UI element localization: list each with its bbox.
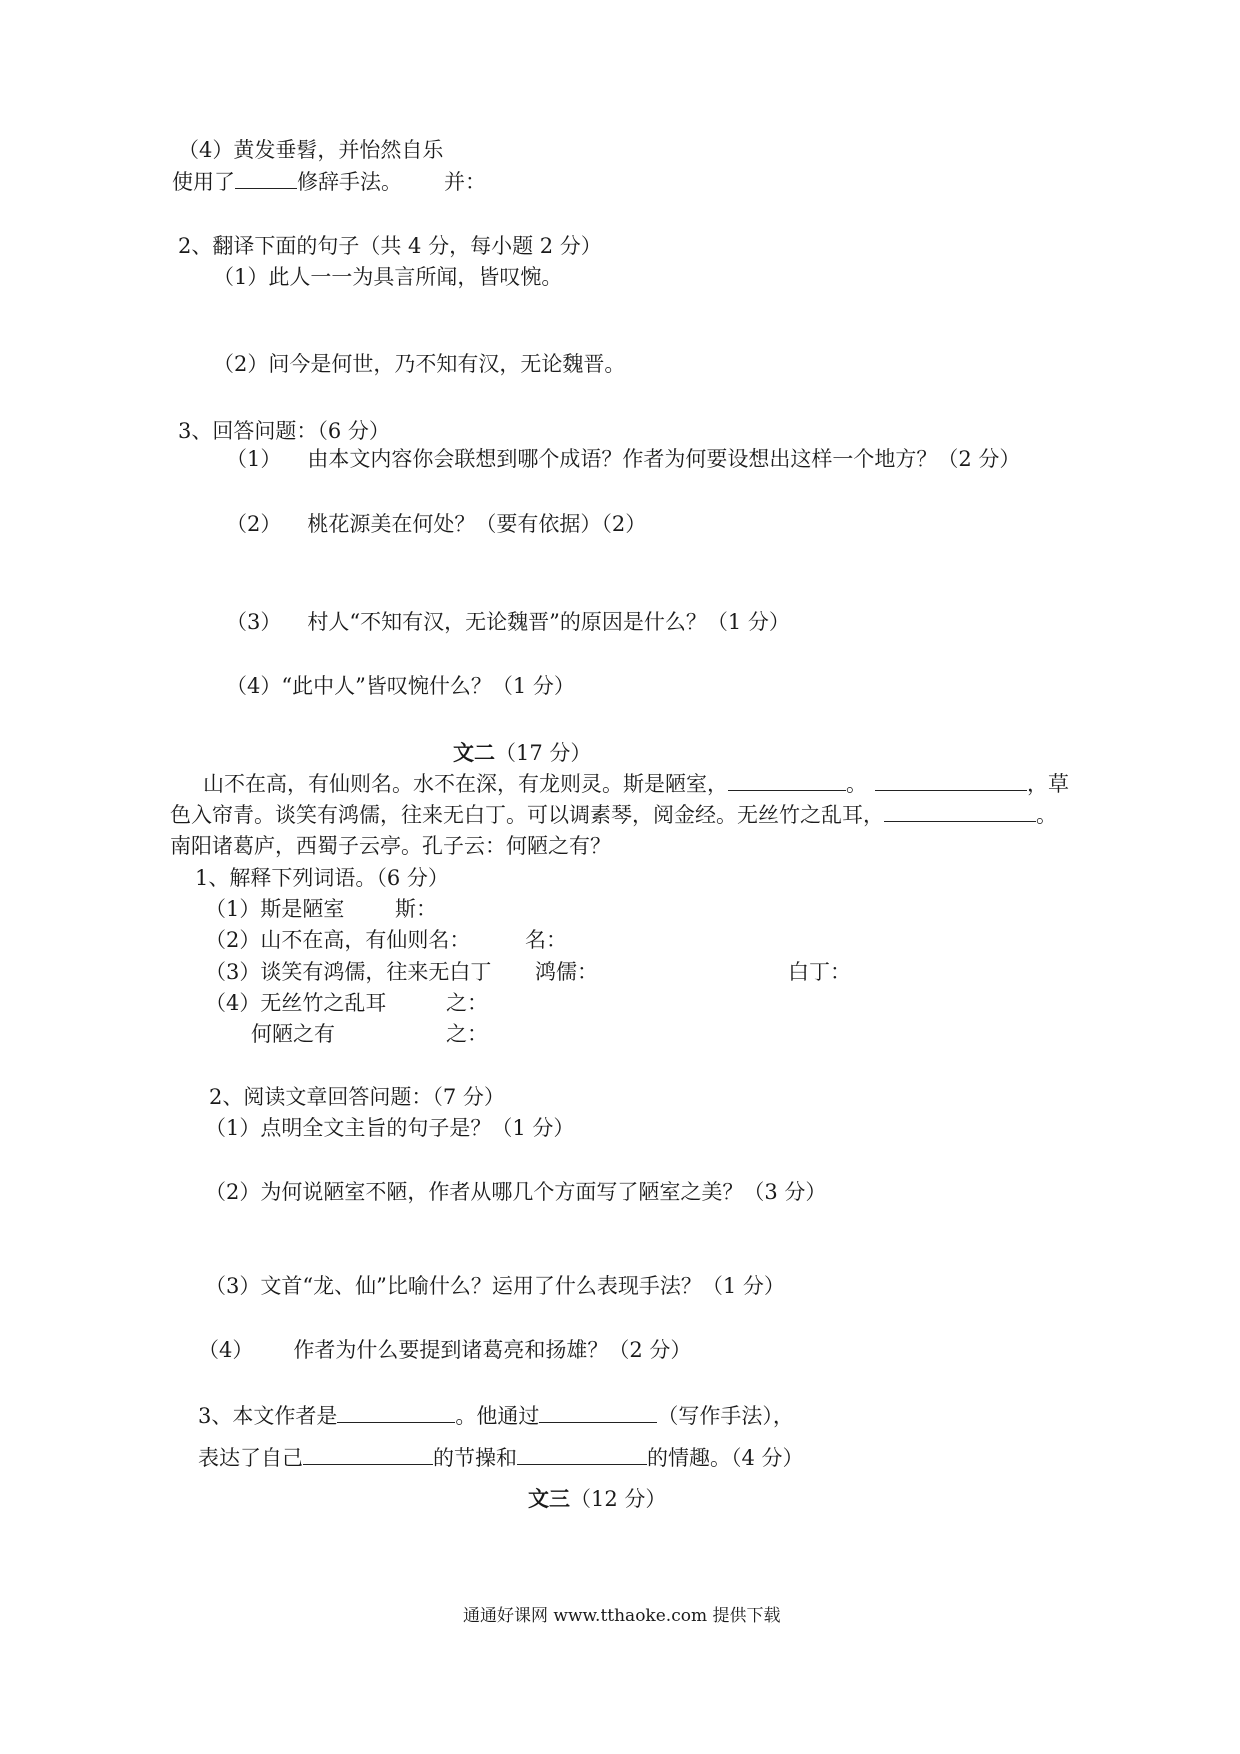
answer-q3-num: （3） — [226, 610, 282, 634]
technique-blank[interactable] — [539, 1402, 657, 1423]
author-blank[interactable] — [337, 1402, 455, 1423]
section-2-name: 文二 — [453, 740, 495, 765]
passage-blank-1[interactable] — [728, 770, 846, 791]
rhetoric-question — [172, 168, 486, 196]
vocab-4-phrase: （4）无丝竹之乱耳 — [205, 991, 387, 1015]
translate-sentence-1: （1）此人一一为具言所闻，皆叹惋。 — [213, 265, 563, 289]
passage-2a: 色入帘青。谈笑有鸿儒，往来无白丁。可以调素琴，阅金经。无丝竹之乱耳， — [170, 803, 884, 827]
rhetoric-post: 修辞手法。 — [297, 170, 402, 194]
translate-sentence-2: （2）问今是何世，乃不知有汉，无论魏晋。 — [213, 352, 626, 376]
integrity-blank[interactable] — [303, 1444, 433, 1465]
reading-header: 2、阅读文章回答问题：（7 分） — [209, 1085, 505, 1109]
author-question-line-1 — [198, 1402, 794, 1430]
author-1a: 3、本文作者是 — [198, 1404, 338, 1428]
reading-q4-text: 作者为什么要提到诸葛亮和扬雄？（2 分） — [293, 1338, 692, 1362]
vocab-row-1 — [205, 895, 344, 923]
passage-2b: 。 — [1036, 803, 1057, 827]
passage-line-3: 南阳诸葛庐，西蜀子云亭。孔子云：何陋之有？ — [170, 834, 611, 858]
reading-q2: （2）为何说陋室不陋，作者从哪几个方面写了陋室之美？（3 分） — [205, 1180, 827, 1204]
vocab-header: 1、解释下列词语。（6 分） — [195, 866, 449, 890]
answer-q2 — [226, 510, 646, 538]
section-3-name: 文三 — [528, 1486, 570, 1511]
answer-q1-num: （1） — [226, 447, 282, 471]
author-2a: 表达了自己 — [198, 1446, 303, 1470]
answer-q4: （4）“此中人”皆叹惋什么？（1 分） — [226, 674, 575, 698]
passage-1c: ，草 — [1027, 772, 1069, 796]
author-1c: （写作手法）， — [657, 1404, 794, 1428]
rhetoric-blank[interactable] — [235, 168, 297, 189]
author-2b: 的节操和 — [433, 1446, 517, 1470]
passage-line-2 — [170, 801, 1057, 829]
rhetoric-and: 并： — [444, 170, 486, 194]
answer-q1 — [226, 445, 1020, 473]
vocab-4-word: 之： — [446, 991, 488, 1015]
section-title-2 — [453, 739, 591, 767]
passage-blank-3[interactable] — [884, 801, 1036, 822]
vocab-3-word-b: 白丁： — [788, 960, 851, 984]
passage-1b: 。 — [846, 772, 867, 796]
rhetoric-pre: 使用了 — [172, 170, 235, 194]
vocab-3-phrase: （3）谈笑有鸿儒，往来无白丁 — [205, 960, 492, 984]
author-2c: 的情趣。（4 分） — [647, 1446, 804, 1470]
section-3-score: （12 分） — [570, 1487, 667, 1511]
passage-blank-2[interactable] — [875, 770, 1027, 791]
author-1b: 。他通过 — [455, 1404, 540, 1428]
vocab-1-phrase: （1）斯是陋室 — [205, 897, 345, 921]
section-2-score: （17 分） — [495, 741, 592, 765]
page-footer: 通通好课网 www.tthaoke.com 提供下载 — [463, 1606, 781, 1626]
vocab-1-word: 斯： — [395, 897, 437, 921]
line-item-4: （4）黄发垂髫，并怡然自乐 — [178, 138, 444, 162]
answer-q2-num: （2） — [226, 512, 282, 536]
answer-header: 3、回答问题：（6 分） — [178, 419, 390, 443]
interest-blank[interactable] — [517, 1444, 647, 1465]
vocab-5-word: 之： — [446, 1022, 488, 1046]
section-title-3 — [528, 1485, 666, 1513]
vocab-2-word: 名： — [525, 928, 567, 952]
passage-line-1 — [203, 770, 1069, 798]
reading-q1: （1）点明全文主旨的句子是？（1 分） — [205, 1116, 575, 1140]
answer-q3-text: 村人“不知有汉，无论魏晋”的原因是什么？（1 分） — [307, 610, 790, 634]
vocab-3-word-a: 鸿儒： — [535, 960, 598, 984]
translate-header: 2、翻译下面的句子（共 4 分，每小题 2 分） — [178, 234, 602, 258]
vocab-2-phrase: （2）山不在高，有仙则名： — [205, 928, 471, 952]
answer-q1-text: 由本文内容你会联想到哪个成语？作者为何要设想出这样一个地方？（2 分） — [307, 447, 1021, 471]
passage-1a: 山不在高，有仙则名。水不在深，有龙则灵。斯是陋室， — [203, 772, 728, 796]
vocab-5-phrase: 何陋之有 — [251, 1022, 335, 1046]
reading-q4 — [198, 1336, 691, 1364]
reading-q4-num: （4） — [198, 1338, 254, 1362]
author-question-line-2 — [198, 1444, 804, 1472]
answer-q2-text: 桃花源美在何处？（要有依据）（2） — [307, 512, 647, 536]
reading-q3: （3）文首“龙、仙”比喻什么？运用了什么表现手法？（1 分） — [205, 1274, 785, 1298]
answer-q3 — [226, 608, 790, 636]
